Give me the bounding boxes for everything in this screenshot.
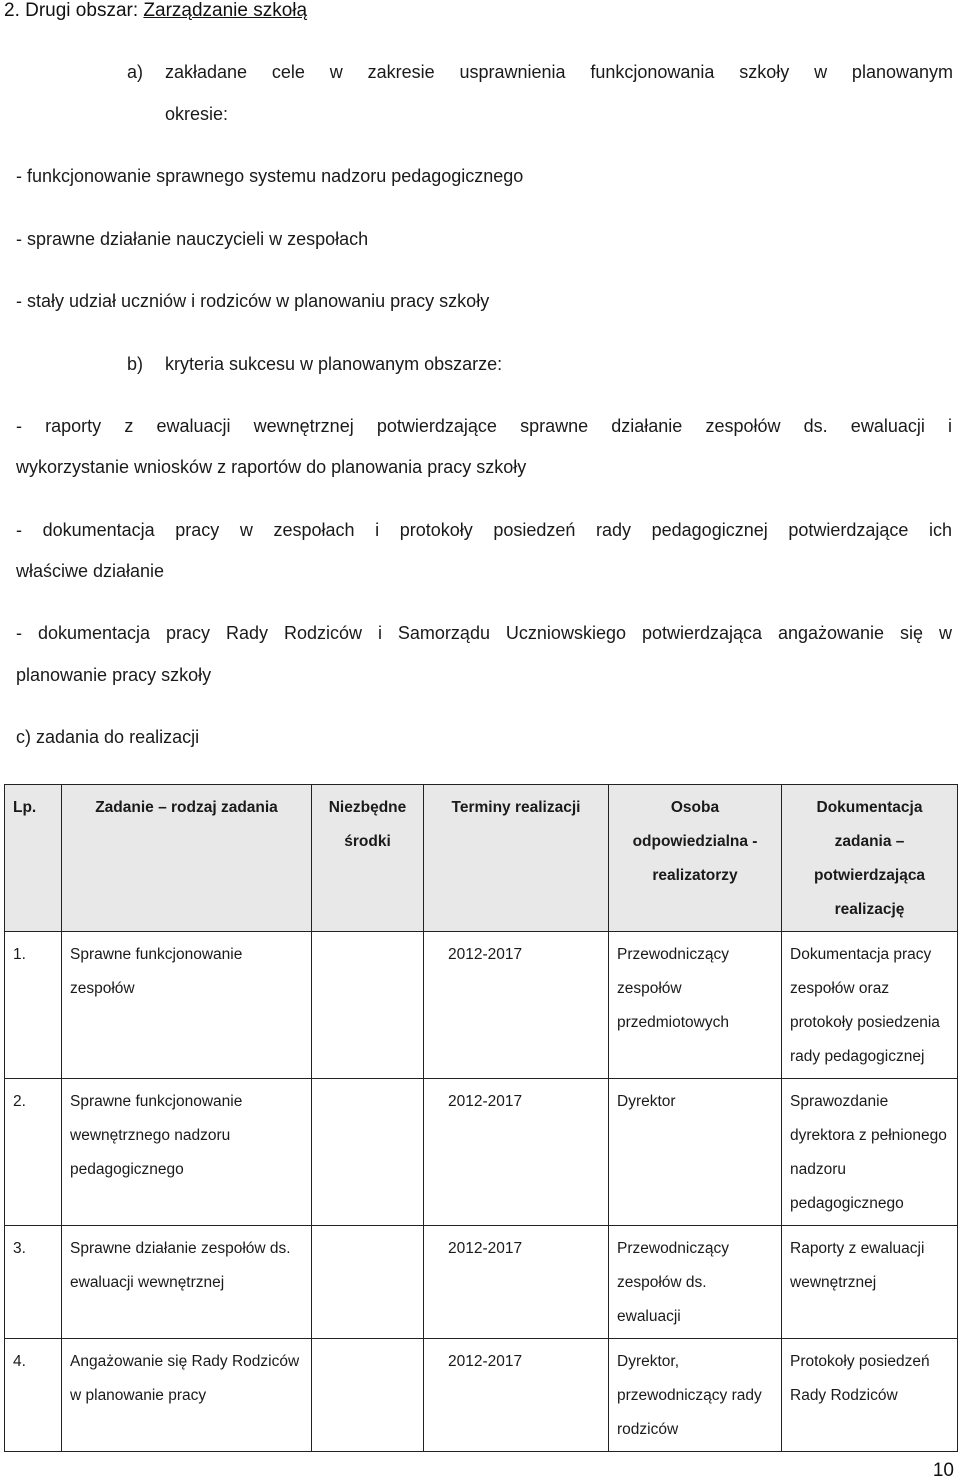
goals-intro-line2: okresie: — [165, 104, 229, 124]
cell-term: 2012-2017 — [424, 1079, 609, 1226]
cell-term: 2012-2017 — [424, 932, 609, 1079]
goal-item: - funkcjonowanie sprawnego systemu nadzoru pedagogicznego — [16, 166, 524, 186]
cell-lp: 2. — [5, 1079, 62, 1226]
criterion-line2: planowanie pracy szkoły — [16, 665, 212, 685]
cell-doc: Protokoły posiedzeń Rady Rodziców — [782, 1339, 958, 1452]
criteria-intro: kryteria sukcesu w planowanym obszarze: — [165, 354, 503, 374]
header-task: Zadanie – rodzaj zadania — [62, 785, 312, 932]
cell-person: Dyrektor — [609, 1079, 782, 1226]
cell-resources — [312, 932, 424, 1079]
cell-task: Angażowanie się Rady Rodziców w planowanie pracy — [62, 1339, 312, 1452]
tasks-table — [4, 784, 958, 1452]
cell-person: Przewodniczący zespołów ds. ewaluacji — [609, 1226, 782, 1339]
criterion-line2: właściwe działanie — [16, 561, 165, 581]
list-label-a: a) — [127, 62, 144, 82]
table-row — [5, 932, 958, 1079]
cell-doc: Sprawozdanie dyrektora z pełnionego nadzoru pedagogicznego — [782, 1079, 958, 1226]
section-heading — [4, 0, 307, 22]
cell-resources — [312, 1339, 424, 1452]
cell-term: 2012-2017 — [424, 1339, 609, 1452]
list-label-b: b) — [127, 354, 144, 374]
tasks-heading: c) zadania do realizacji — [16, 727, 200, 747]
cell-term: 2012-2017 — [424, 1226, 609, 1339]
cell-resources — [312, 1226, 424, 1339]
header-lp: Lp. — [5, 785, 62, 932]
header-doc: Dokumentacja zadania – potwierdzająca realizację — [782, 785, 958, 932]
cell-lp: 3. — [5, 1226, 62, 1339]
section-number: 2. Drugi obszar: — [4, 0, 144, 21]
table-header-row — [5, 785, 958, 932]
table-row — [5, 1079, 958, 1226]
criterion-line2: wykorzystanie wniosków z raportów do planowania pracy szkoły — [16, 457, 527, 477]
criterion-line1: - dokumentacja pracy Rady Rodziców i Samorządu Uczniowskiego potwierdzająca angażowanie się w — [16, 623, 952, 643]
page-number: 10 — [932, 1460, 954, 1481]
cell-task: Sprawne funkcjonowanie zespołów — [62, 932, 312, 1079]
cell-task: Sprawne działanie zespołów ds. ewaluacji wewnętrznej — [62, 1226, 312, 1339]
cell-task: Sprawne funkcjonowanie wewnętrznego nadzoru pedagogicznego — [62, 1079, 312, 1226]
goal-item: - sprawne działanie nauczycieli w zespołach — [16, 229, 369, 249]
cell-person: Przewodniczący zespołów przedmiotowych — [609, 932, 782, 1079]
cell-resources — [312, 1079, 424, 1226]
criterion-line1: - dokumentacja pracy w zespołach i protokoły posiedzeń rady pedagogicznej potwierdzające ich — [16, 520, 952, 540]
cell-doc: Raporty z ewaluacji wewnętrznej — [782, 1226, 958, 1339]
goals-intro-line1: zakładane cele w zakresie usprawnienia funkcjonowania szkoły w planowanym — [165, 62, 953, 82]
header-resources: Niezbędne środki — [312, 785, 424, 932]
table-row — [5, 1339, 958, 1452]
header-person: Osoba odpowiedzialna - realizatorzy — [609, 785, 782, 932]
header-term: Terminy realizacji — [424, 785, 609, 932]
goal-item: - stały udział uczniów i rodziców w planowaniu pracy szkoły — [16, 291, 490, 311]
cell-lp: 4. — [5, 1339, 62, 1452]
cell-lp: 1. — [5, 932, 62, 1079]
cell-doc: Dokumentacja pracy zespołów oraz protokoły posiedzenia rady pedagogicznej — [782, 932, 958, 1079]
criterion-line1: - raporty z ewaluacji wewnętrznej potwierdzające sprawne działanie zespołów ds. ewaluacji i — [16, 416, 952, 436]
cell-person: Dyrektor, przewodniczący rady rodziców — [609, 1339, 782, 1452]
table-row — [5, 1226, 958, 1339]
section-title: Zarządzanie szkołą — [143, 0, 308, 21]
